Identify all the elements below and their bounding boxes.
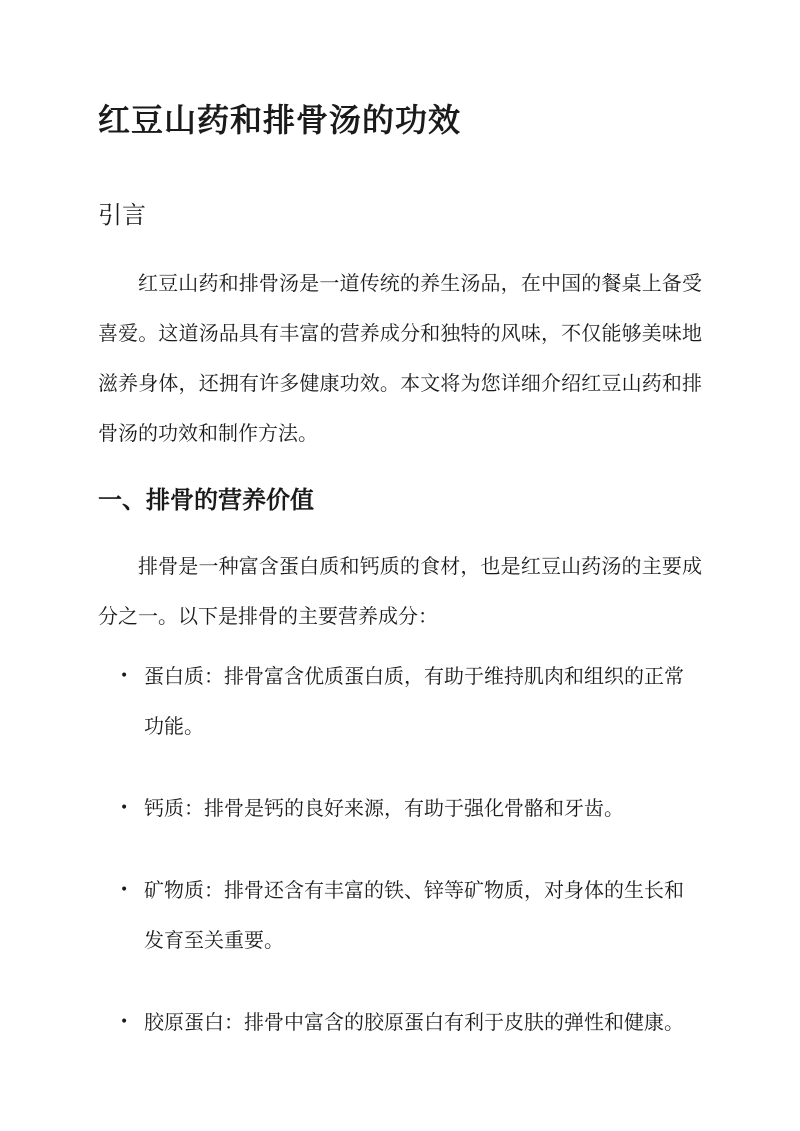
nutrient-list (98, 651, 702, 1079)
list-item-text: 胶原蛋白：排骨中富含的胶原蛋白有利于皮肤的弹性和健康。 (144, 1010, 684, 1034)
bullet-icon: • (120, 882, 129, 898)
bullet-icon: • (120, 1014, 129, 1030)
list-item-text: 蛋白质：排骨富含优质蛋白质，有助于维持肌肉和组织的正常功能。 (144, 664, 684, 738)
list-item (98, 865, 702, 965)
list-item (98, 651, 702, 751)
bullet-icon: • (120, 800, 129, 816)
list-item (98, 997, 702, 1047)
bullet-icon: • (120, 668, 129, 684)
list-item-text: 钙质：排骨是钙的良好来源，有助于强化骨骼和牙齿。 (144, 796, 624, 820)
document-title: 红豆山药和排骨汤的功效 (98, 101, 462, 139)
intro-paragraph: 红豆山药和排骨汤是一道传统的养生汤品，在中国的餐桌上备受喜爱。这道汤品具有丰富的营养成分和独特的风味，不仅能够美味地滋养身体，还拥有许多健康功效。本文将为您详细介绍红豆山药和排骨汤的功效和制作方法。 (98, 271, 702, 445)
section1-heading: 一、排骨的营养价值 (98, 485, 314, 514)
list-item (98, 783, 702, 833)
section1-paragraph: 排骨是一种富含蛋白质和钙质的食材，也是红豆山药汤的主要成分之一。以下是排骨的主要营养成分： (98, 554, 702, 628)
list-item-text: 矿物质：排骨还含有丰富的铁、锌等矿物质，对身体的生长和发育至关重要。 (144, 878, 684, 952)
intro-heading: 引言 (98, 201, 146, 229)
